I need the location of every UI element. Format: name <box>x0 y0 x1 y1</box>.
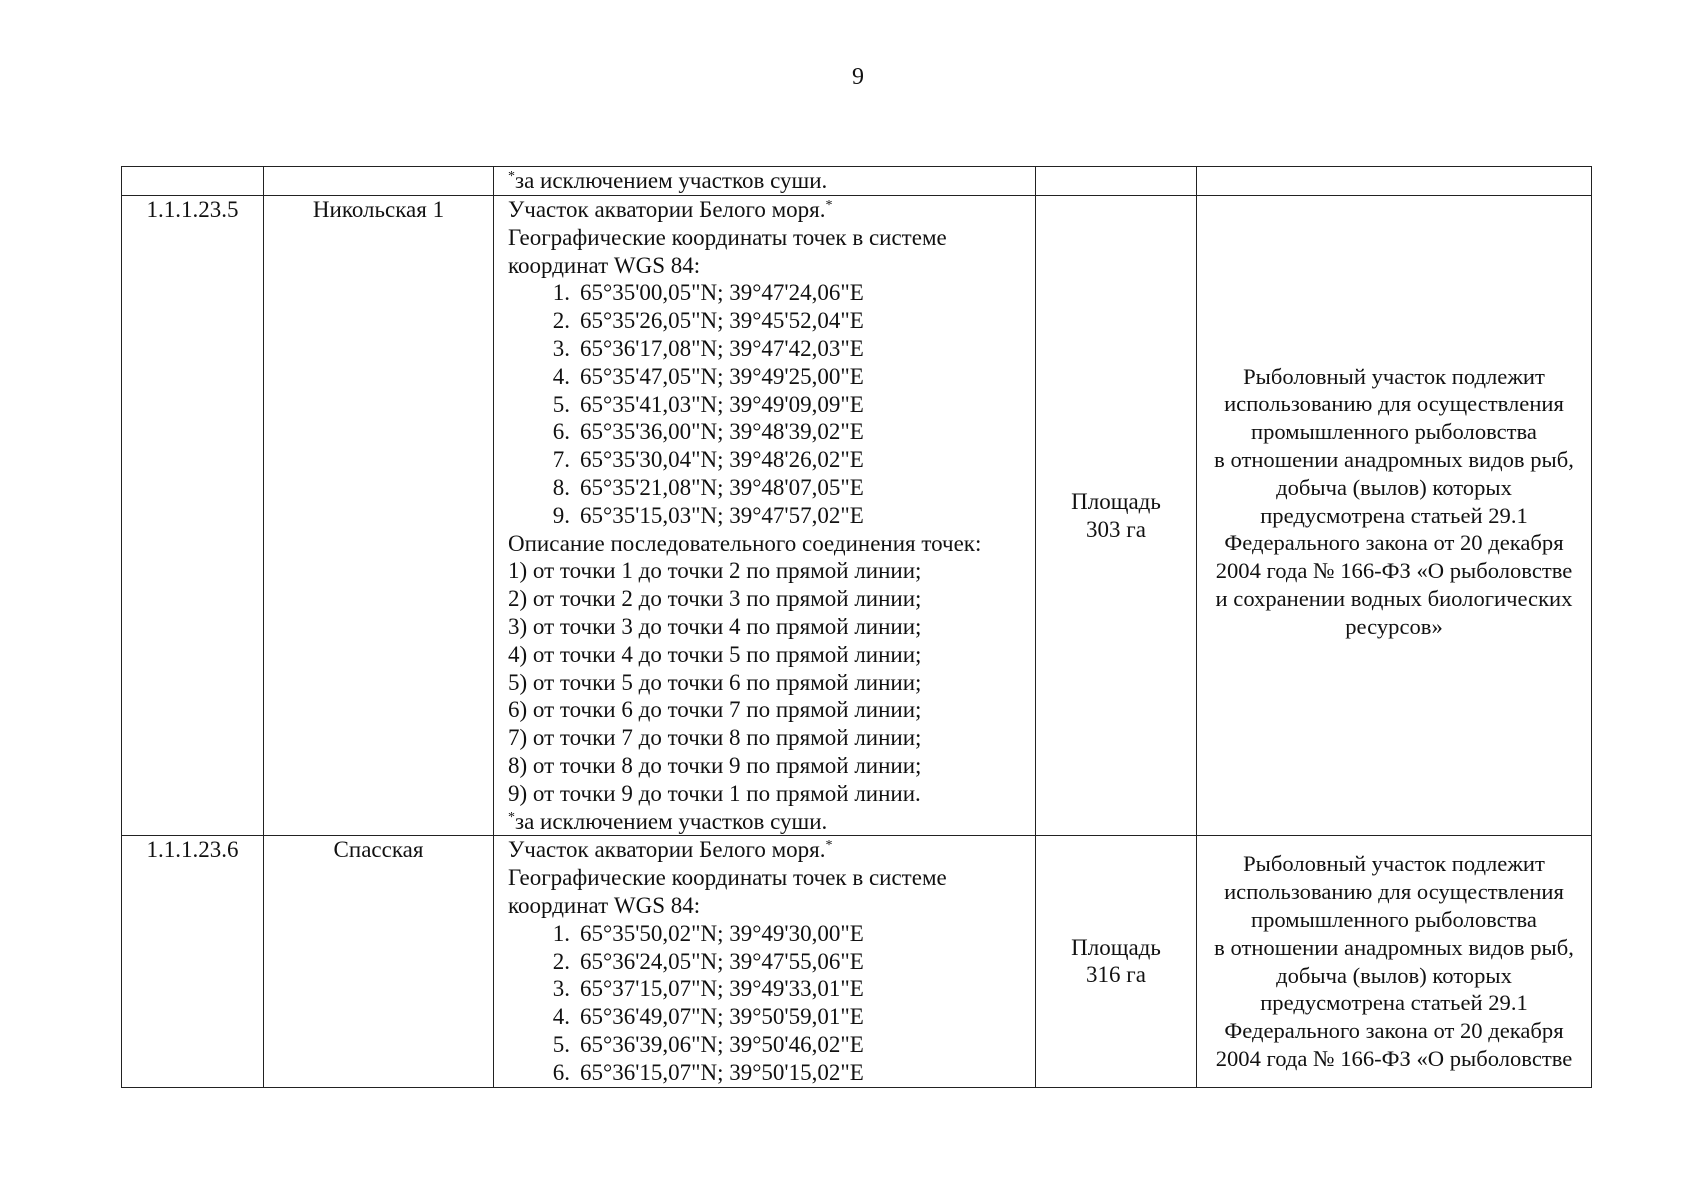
coordinate-number: 9. <box>552 502 570 528</box>
purpose-text <box>1197 196 1592 836</box>
connection-list <box>508 557 1035 807</box>
coordinate-number: 7. <box>552 447 570 473</box>
table-row-continuation <box>122 167 1592 196</box>
coordinate-value: 65°35'41,03"N; 39°49'09,09"E <box>580 391 864 417</box>
coordinate-value: 65°35'36,00"N; 39°48'39,02"E <box>580 419 864 445</box>
connection-item: 2) от точки 2 до точки 3 по прямой линии; <box>508 586 922 612</box>
coordinate-item <box>532 307 1035 335</box>
coordinate-value: 65°35'00,05"N; 39°47'24,06"E <box>580 280 864 306</box>
coordinate-value: 65°35'21,08"N; 39°48'07,05"E <box>580 474 864 500</box>
cell-empty <box>122 167 264 196</box>
coordinate-value: 65°35'50,02"N; 39°49'30,00"E <box>580 920 864 946</box>
purpose-line: добыча (вылов) которых <box>1276 962 1512 988</box>
cell-exclusion-note <box>494 167 1036 196</box>
cell-empty <box>1036 167 1197 196</box>
coordinate-value: 65°35'15,03"N; 39°47'57,02"E <box>580 502 864 528</box>
coordinate-number: 8. <box>552 474 570 500</box>
area-name: Никольская 1 <box>264 196 494 836</box>
intro-line: Участок акватории Белого моря.* <box>508 837 833 863</box>
connection-item: 1) от точки 1 до точки 2 по прямой линии; <box>508 558 922 584</box>
coordinate-number: 6. <box>552 419 570 445</box>
coordinate-item <box>532 975 1035 1003</box>
coordinate-list <box>508 920 1035 1087</box>
area-number: 1.1.1.23.5 <box>122 196 264 836</box>
coordinate-value: 65°36'49,07"N; 39°50'59,01"E <box>580 1004 864 1030</box>
coords-header: Географические координаты точек в системе <box>508 224 947 250</box>
purpose-line: в отношении анадромных видов рыб, <box>1214 934 1574 960</box>
purpose-line: 2004 года № 166-ФЗ «О рыболовстве <box>1215 1045 1573 1071</box>
coordinate-item <box>532 363 1035 391</box>
coordinate-number: 5. <box>552 1031 570 1057</box>
coordinate-item <box>532 920 1035 948</box>
coordinate-item <box>532 948 1035 976</box>
purpose-line: Рыболовный участок подлежит <box>1243 851 1545 877</box>
area-label: Площадь <box>1071 488 1161 514</box>
cell-empty <box>264 167 494 196</box>
coordinate-item <box>532 1059 1035 1087</box>
cell-empty <box>1197 167 1592 196</box>
area-value: 303 га <box>1086 516 1146 542</box>
area-value: 316 га <box>1086 962 1146 988</box>
coordinate-item <box>532 1031 1035 1059</box>
purpose-line: 2004 года № 166-ФЗ «О рыболовстве <box>1215 558 1573 584</box>
purpose-line: использованию для осуществления <box>1224 391 1564 417</box>
connection-item: 3) от точки 3 до точки 4 по прямой линии; <box>508 613 922 639</box>
connection-item: 4) от точки 4 до точки 5 по прямой линии; <box>508 641 922 667</box>
area-number: 1.1.1.23.6 <box>122 836 264 1087</box>
coordinate-item <box>532 502 1035 530</box>
coordinate-value: 65°36'17,08"N; 39°47'42,03"E <box>580 335 864 361</box>
connection-header: Описание последовательного соединения точек: <box>508 530 982 556</box>
coordinate-number: 1. <box>552 280 570 306</box>
coordinate-value: 65°35'47,05"N; 39°49'25,00"E <box>580 363 864 389</box>
purpose-line: Рыболовный участок подлежит <box>1243 363 1545 389</box>
fishing-areas-table <box>121 166 1592 1088</box>
coordinate-item <box>532 418 1035 446</box>
coordinate-item <box>532 1003 1035 1031</box>
coordinate-number: 6. <box>552 1059 570 1085</box>
purpose-line: использованию для осуществления <box>1224 879 1564 905</box>
purpose-line: предусмотрена статьей 29.1 <box>1260 502 1528 528</box>
coordinate-number: 2. <box>552 948 570 974</box>
coordinate-number: 4. <box>552 363 570 389</box>
area-size <box>1036 836 1197 1087</box>
purpose-text <box>1197 836 1592 1087</box>
coordinate-number: 5. <box>552 391 570 417</box>
table-row <box>122 196 1592 836</box>
coordinate-number: 3. <box>552 976 570 1002</box>
area-size <box>1036 196 1197 836</box>
purpose-line: промышленного рыболовства <box>1251 906 1537 932</box>
coordinate-list <box>508 279 1035 529</box>
asterisk: * <box>508 169 515 184</box>
coordinate-item <box>532 335 1035 363</box>
intro-line: Участок акватории Белого моря.* <box>508 197 833 222</box>
connection-item: 6) от точки 6 до точки 7 по прямой линии; <box>508 697 922 723</box>
coordinate-value: 65°36'24,05"N; 39°47'55,06"E <box>580 948 864 974</box>
coordinate-number: 1. <box>552 920 570 946</box>
connection-item: 7) от точки 7 до точки 8 по прямой линии; <box>508 725 922 751</box>
page-number: 9 <box>852 64 864 90</box>
area-label: Площадь <box>1071 934 1161 960</box>
coordinate-item <box>532 446 1035 474</box>
coords-header: Географические координаты точек в системе <box>508 865 947 891</box>
coordinate-number: 2. <box>552 308 570 334</box>
coordinate-number: 3. <box>552 335 570 361</box>
coords-header: координат WGS 84: <box>508 892 701 918</box>
connection-item: 5) от точки 5 до точки 6 по прямой линии; <box>508 669 922 695</box>
exclusion-line: *за исключением участков суши. <box>508 808 828 834</box>
purpose-line: добыча (вылов) которых <box>1276 474 1512 500</box>
area-name: Спасская <box>264 836 494 1087</box>
coordinate-item <box>532 391 1035 419</box>
purpose-line: предусмотрена статьей 29.1 <box>1260 990 1528 1016</box>
table-row <box>122 836 1592 1087</box>
coordinate-value: 65°35'26,05"N; 39°45'52,04"E <box>580 308 864 334</box>
area-description <box>494 836 1036 1087</box>
coordinate-item <box>532 474 1035 502</box>
purpose-line: и сохранении водных биологических <box>1215 586 1573 612</box>
connection-item: 9) от точки 9 до точки 1 по прямой линии. <box>508 780 921 806</box>
purpose-line: ресурсов» <box>1345 613 1443 639</box>
connection-item: 8) от точки 8 до точки 9 по прямой линии; <box>508 752 922 778</box>
purpose-line: промышленного рыболовства <box>1251 419 1537 445</box>
purpose-line: Федерального закона от 20 декабря <box>1224 530 1564 556</box>
coords-header: координат WGS 84: <box>508 252 701 278</box>
coordinate-value: 65°36'39,06"N; 39°50'46,02"E <box>580 1031 864 1057</box>
coordinate-value: 65°35'30,04"N; 39°48'26,02"E <box>580 447 864 473</box>
coordinate-number: 4. <box>552 1004 570 1030</box>
exclusion-note: за исключением участков суши. <box>515 168 828 193</box>
purpose-line: Федерального закона от 20 декабря <box>1224 1018 1564 1044</box>
area-description <box>494 196 1036 836</box>
coordinate-value: 65°36'15,07"N; 39°50'15,02"E <box>580 1059 864 1085</box>
coordinate-value: 65°37'15,07"N; 39°49'33,01"E <box>580 976 864 1002</box>
coordinate-item <box>532 279 1035 307</box>
purpose-line: в отношении анадромных видов рыб, <box>1214 447 1574 473</box>
